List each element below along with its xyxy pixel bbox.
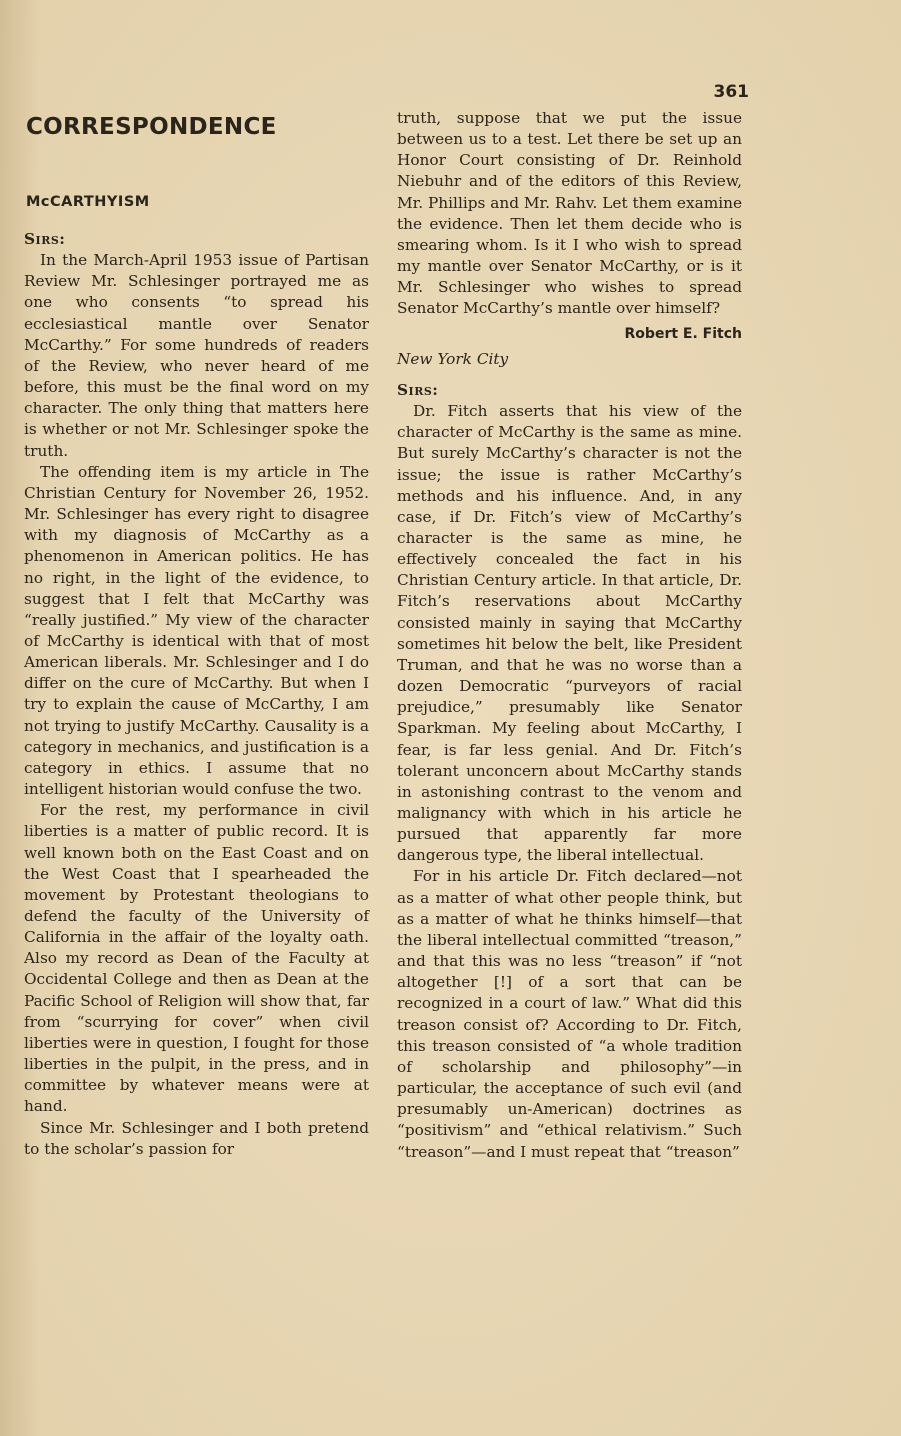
paragraph: The offending item is my article in The Christian Century for November 26, 1952. Mr. Schlesinger has every right to disagree with my diagnosis of McCarthy as a phenomenon in American politics. He has no right, in the light of the evidence, to suggest that I felt that McCarthy was “really justified.” My view of the character of McCarthy is identical with that of most American liberals. Mr. Schlesinger and I do differ on the cure of McCarthy. But when I try to explain the cause of McCarthy, I am not trying to justify McCarthy. Causality is a category in mechanics, and justification is a category in ethics. I assume that no intelligent historian would confuse the two.	[24, 462, 369, 799]
paragraph: For in his article Dr. Fitch declared—not as a matter of what other people think, but as a matter of what he thinks himself—that the liberal intellectual committed “treason,” and that this was no less “treason” if “not altogether [!] of a sort that can be recognized in a court of law.” What did this treason consist of? According to Dr. Fitch, this treason consisted of “a whole tradition of scholarship and philosophy”—in particular, the acceptance of such evil (and presumably un-American) doctrines as “positivism” and “ethical relativism.” Such “treason”—and I must repeat that “treason”	[397, 867, 742, 1161]
right-column	[397, 108, 742, 1163]
paragraph: For the rest, my performance in civil liberties is a matter of public record. It is well known both on the East Coast and on the West Coast that I spearheaded the movement by Protestant theologians to defend the faculty of the University of California in the affair of the loyalty oath. Also my record as Dean of the Faculty at Occidental College and then as Dean at the Pacific School of Religion will show that, far from “scurrying for cover” when civil liberties were in question, I fought for those liberties in the pulpit, in the press, and in committee by whatever means were at hand.	[24, 801, 369, 1116]
paragraph: In the March-April 1953 issue of Partisan Review Mr. Schlesinger portrayed me as one who consents “to spread his ecclesiastical mantle over Senator McCarthy.” For some hundreds of readers of the Review, who never heard of me before, this must be the final word on my character. The only thing that matters here is whether or not Mr. Schlesinger spoke the truth.	[24, 251, 369, 460]
page-heading: CORRESPONDENCE	[26, 114, 277, 140]
paragraph: Dr. Fitch asserts that his view of the character of McCarthy is the same as mine. But surely McCarthy’s character is not the issue; the issue is rather McCarthy’s methods and his influence. And, in any case, if Dr. Fitch’s view of McCarthy’s character is the same as mine, he effectively concealed the fact in his Christian Century article. In that article, Dr. Fitch’s reservations about McCarthy consisted mainly in saying that McCarthy sometimes hit below the belt, like President Truman, and that he was no worse than a dozen Democratic “purveyors of racial prejudice,” presumably like Senator Sparkman. My feeling about McCarthy, I fear, is far less genial. And Dr. Fitch’s tolerant unconcern about McCarthy stands in astonishing contrast to the venom and malignancy with which in his article he pursued that apparently far more dangerous type, the liberal intellectual.	[397, 402, 742, 865]
place: New York City	[397, 349, 509, 368]
salutation: Sirs:	[397, 380, 439, 399]
page-number: 361	[713, 82, 749, 102]
salutation: Sirs:	[24, 230, 66, 248]
section-heading: McCARTHYISM	[26, 194, 150, 210]
signature: Robert E. Fitch	[624, 325, 742, 342]
paragraph-continuation: truth, suppose that we put the issue between us to a test. Let there be set up an Honor Court consisting of Dr. Reinhold Niebuhr and of the editors of this Review, Mr. Phillips and Mr. Rahv. Let them examine the evidence. Then let them decide who is smearing whom. Is it I who wish to spread my mantle over Senator McCarthy, or is it Mr. Schlesinger who wishes to spread Senator McCarthy’s mantle over himself?	[397, 109, 743, 318]
left-column	[24, 229, 369, 1160]
paragraph: Since Mr. Schlesinger and I both pretend to the scholar’s passion for	[24, 1118, 369, 1158]
